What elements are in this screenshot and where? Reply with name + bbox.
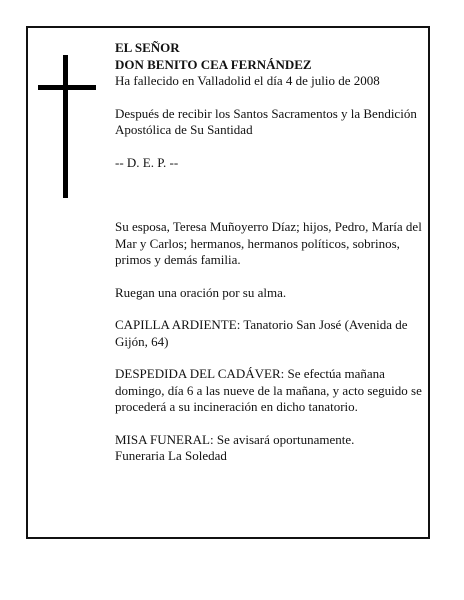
- rip-text: -- D. E. P. --: [115, 154, 179, 170]
- title-line: EL SEÑOR: [115, 40, 180, 55]
- chapel-text: CAPILLA ARDIENTE: Tanatorio San José (Avenida de Gijón, 64): [115, 317, 408, 349]
- sacraments-text: Después de recibir los Santos Sacramentos y la Bendición Apostólica de Su Santidad: [115, 105, 417, 137]
- farewell-text: DESPEDIDA DEL CADÁVER: Se efectúa mañana domingo, día 6 a las nueve de la mañana, y acto seguido se procederá a su incineración en dicho tanatorio.: [115, 366, 422, 414]
- funeral-text: MISA FUNERAL: Se avisará oportunamente.: [115, 431, 355, 447]
- obituary-text: [115, 40, 427, 465]
- deceased-name: DON BENITO CEA FERNÁNDEZ: [115, 56, 312, 72]
- funeral-home-text: Funeraria La Soledad: [115, 448, 227, 463]
- cross-icon: [63, 55, 68, 198]
- death-announcement: Ha fallecido en Valladolid el día 4 de julio de 2008: [115, 73, 380, 88]
- family-text: Su esposa, Teresa Muñoyerro Díaz; hijos, Pedro, María del Mar y Carlos; hermanos, hermanos políticos, sobrinos, primos y demás familia.: [115, 219, 422, 267]
- prayer-text: Ruegan una oración por su alma.: [115, 284, 287, 300]
- cross-icon-bar: [38, 85, 96, 90]
